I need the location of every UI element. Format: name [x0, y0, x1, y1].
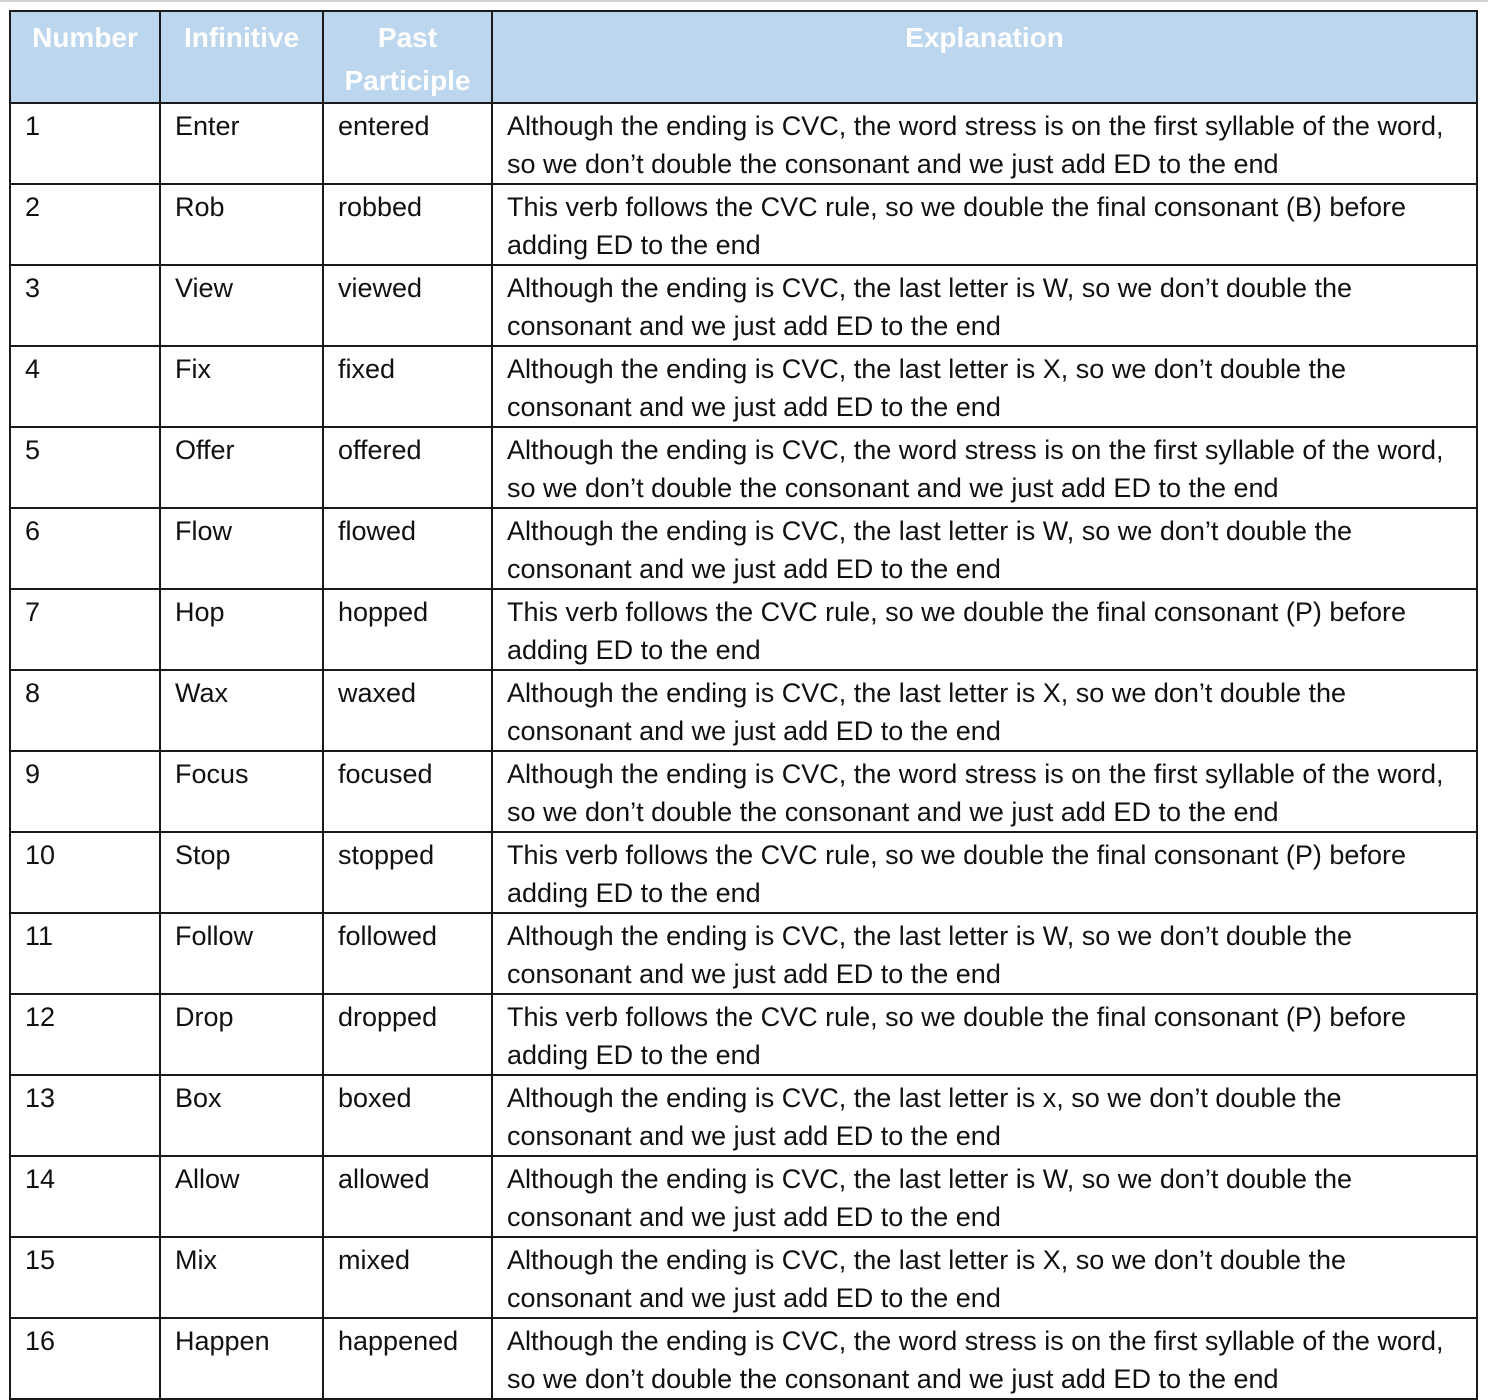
- header-infinitive: Infinitive: [160, 11, 323, 103]
- cell-past-participle: hopped: [323, 589, 492, 670]
- table-row: [10, 184, 1477, 265]
- cell-infinitive: Happen: [160, 1318, 323, 1399]
- cell-infinitive: View: [160, 265, 323, 346]
- cell-number: 14: [10, 1156, 160, 1237]
- cell-infinitive: Drop: [160, 994, 323, 1075]
- cell-explanation: Although the ending is CVC, the last letter is x, so we don’t double the consonant and we just add ED to the end: [492, 1075, 1477, 1156]
- cell-past-participle: followed: [323, 913, 492, 994]
- cell-number: 5: [10, 427, 160, 508]
- page-top-rule: [0, 0, 1488, 9]
- cell-explanation: Although the ending is CVC, the last letter is X, so we don’t double the consonant and we just add ED to the end: [492, 1237, 1477, 1318]
- cell-explanation: Although the ending is CVC, the last letter is W, so we don’t double the consonant and we just add ED to the end: [492, 508, 1477, 589]
- table-row: [10, 589, 1477, 670]
- cell-number: 11: [10, 913, 160, 994]
- verb-table: [9, 10, 1478, 1400]
- cell-number: 4: [10, 346, 160, 427]
- cell-explanation: Although the ending is CVC, the last letter is W, so we don’t double the consonant and we just add ED to the end: [492, 265, 1477, 346]
- cell-infinitive: Hop: [160, 589, 323, 670]
- cell-infinitive: Mix: [160, 1237, 323, 1318]
- table-row: [10, 751, 1477, 832]
- cell-infinitive: Fix: [160, 346, 323, 427]
- cell-explanation: Although the ending is CVC, the word stress is on the first syllable of the word, so we don’t double the consonant and we just add ED to the end: [492, 751, 1477, 832]
- cell-number: 16: [10, 1318, 160, 1399]
- cell-explanation: This verb follows the CVC rule, so we double the final consonant (P) before adding ED to the end: [492, 994, 1477, 1075]
- cell-infinitive: Allow: [160, 1156, 323, 1237]
- table-header: [10, 11, 1477, 103]
- table-row: [10, 346, 1477, 427]
- table-row: [10, 508, 1477, 589]
- cell-number: 13: [10, 1075, 160, 1156]
- cell-past-participle: dropped: [323, 994, 492, 1075]
- cell-past-participle: boxed: [323, 1075, 492, 1156]
- cell-past-participle: offered: [323, 427, 492, 508]
- cell-number: 2: [10, 184, 160, 265]
- cell-number: 8: [10, 670, 160, 751]
- cell-number: 9: [10, 751, 160, 832]
- cell-infinitive: Follow: [160, 913, 323, 994]
- cell-number: 1: [10, 103, 160, 184]
- cell-infinitive: Offer: [160, 427, 323, 508]
- cell-number: 15: [10, 1237, 160, 1318]
- table-row: [10, 1318, 1477, 1399]
- cell-number: 10: [10, 832, 160, 913]
- cell-explanation: Although the ending is CVC, the last letter is W, so we don’t double the consonant and we just add ED to the end: [492, 913, 1477, 994]
- table-row: [10, 1237, 1477, 1318]
- cell-infinitive: Stop: [160, 832, 323, 913]
- header-number: Number: [10, 11, 160, 103]
- cell-infinitive: Rob: [160, 184, 323, 265]
- header-explanation: Explanation: [492, 11, 1477, 103]
- table-row: [10, 832, 1477, 913]
- table-row: [10, 103, 1477, 184]
- cell-number: 3: [10, 265, 160, 346]
- cell-past-participle: flowed: [323, 508, 492, 589]
- table-body: [10, 103, 1477, 1399]
- cell-explanation: This verb follows the CVC rule, so we double the final consonant (P) before adding ED to the end: [492, 832, 1477, 913]
- table-row: [10, 1075, 1477, 1156]
- cell-infinitive: Focus: [160, 751, 323, 832]
- cell-past-participle: fixed: [323, 346, 492, 427]
- cell-explanation: Although the ending is CVC, the word stress is on the first syllable of the word, so we don’t double the consonant and we just add ED to the end: [492, 1318, 1477, 1399]
- table-row: [10, 1156, 1477, 1237]
- cell-past-participle: mixed: [323, 1237, 492, 1318]
- cell-past-participle: stopped: [323, 832, 492, 913]
- cell-past-participle: allowed: [323, 1156, 492, 1237]
- cell-past-participle: entered: [323, 103, 492, 184]
- cell-infinitive: Wax: [160, 670, 323, 751]
- cell-past-participle: focused: [323, 751, 492, 832]
- header-past-participle: Past Participle: [323, 11, 492, 103]
- cell-explanation: Although the ending is CVC, the last letter is X, so we don’t double the consonant and we just add ED to the end: [492, 346, 1477, 427]
- cell-explanation: Although the ending is CVC, the last letter is X, so we don’t double the consonant and we just add ED to the end: [492, 670, 1477, 751]
- table-row: [10, 913, 1477, 994]
- cell-past-participle: happened: [323, 1318, 492, 1399]
- table-row: [10, 427, 1477, 508]
- header-row: [10, 11, 1477, 103]
- cell-past-participle: viewed: [323, 265, 492, 346]
- cell-number: 6: [10, 508, 160, 589]
- table-row: [10, 994, 1477, 1075]
- cell-past-participle: waxed: [323, 670, 492, 751]
- cell-past-participle: robbed: [323, 184, 492, 265]
- cell-explanation: Although the ending is CVC, the word stress is on the first syllable of the word, so we don’t double the consonant and we just add ED to the end: [492, 103, 1477, 184]
- cell-explanation: Although the ending is CVC, the word stress is on the first syllable of the word, so we don’t double the consonant and we just add ED to the end: [492, 427, 1477, 508]
- cell-infinitive: Box: [160, 1075, 323, 1156]
- cell-explanation: This verb follows the CVC rule, so we double the final consonant (P) before adding ED to the end: [492, 589, 1477, 670]
- cell-infinitive: Enter: [160, 103, 323, 184]
- cell-explanation: Although the ending is CVC, the last letter is W, so we don’t double the consonant and we just add ED to the end: [492, 1156, 1477, 1237]
- cell-explanation: This verb follows the CVC rule, so we double the final consonant (B) before adding ED to the end: [492, 184, 1477, 265]
- table-row: [10, 265, 1477, 346]
- cell-infinitive: Flow: [160, 508, 323, 589]
- cell-number: 7: [10, 589, 160, 670]
- cell-number: 12: [10, 994, 160, 1075]
- table-row: [10, 670, 1477, 751]
